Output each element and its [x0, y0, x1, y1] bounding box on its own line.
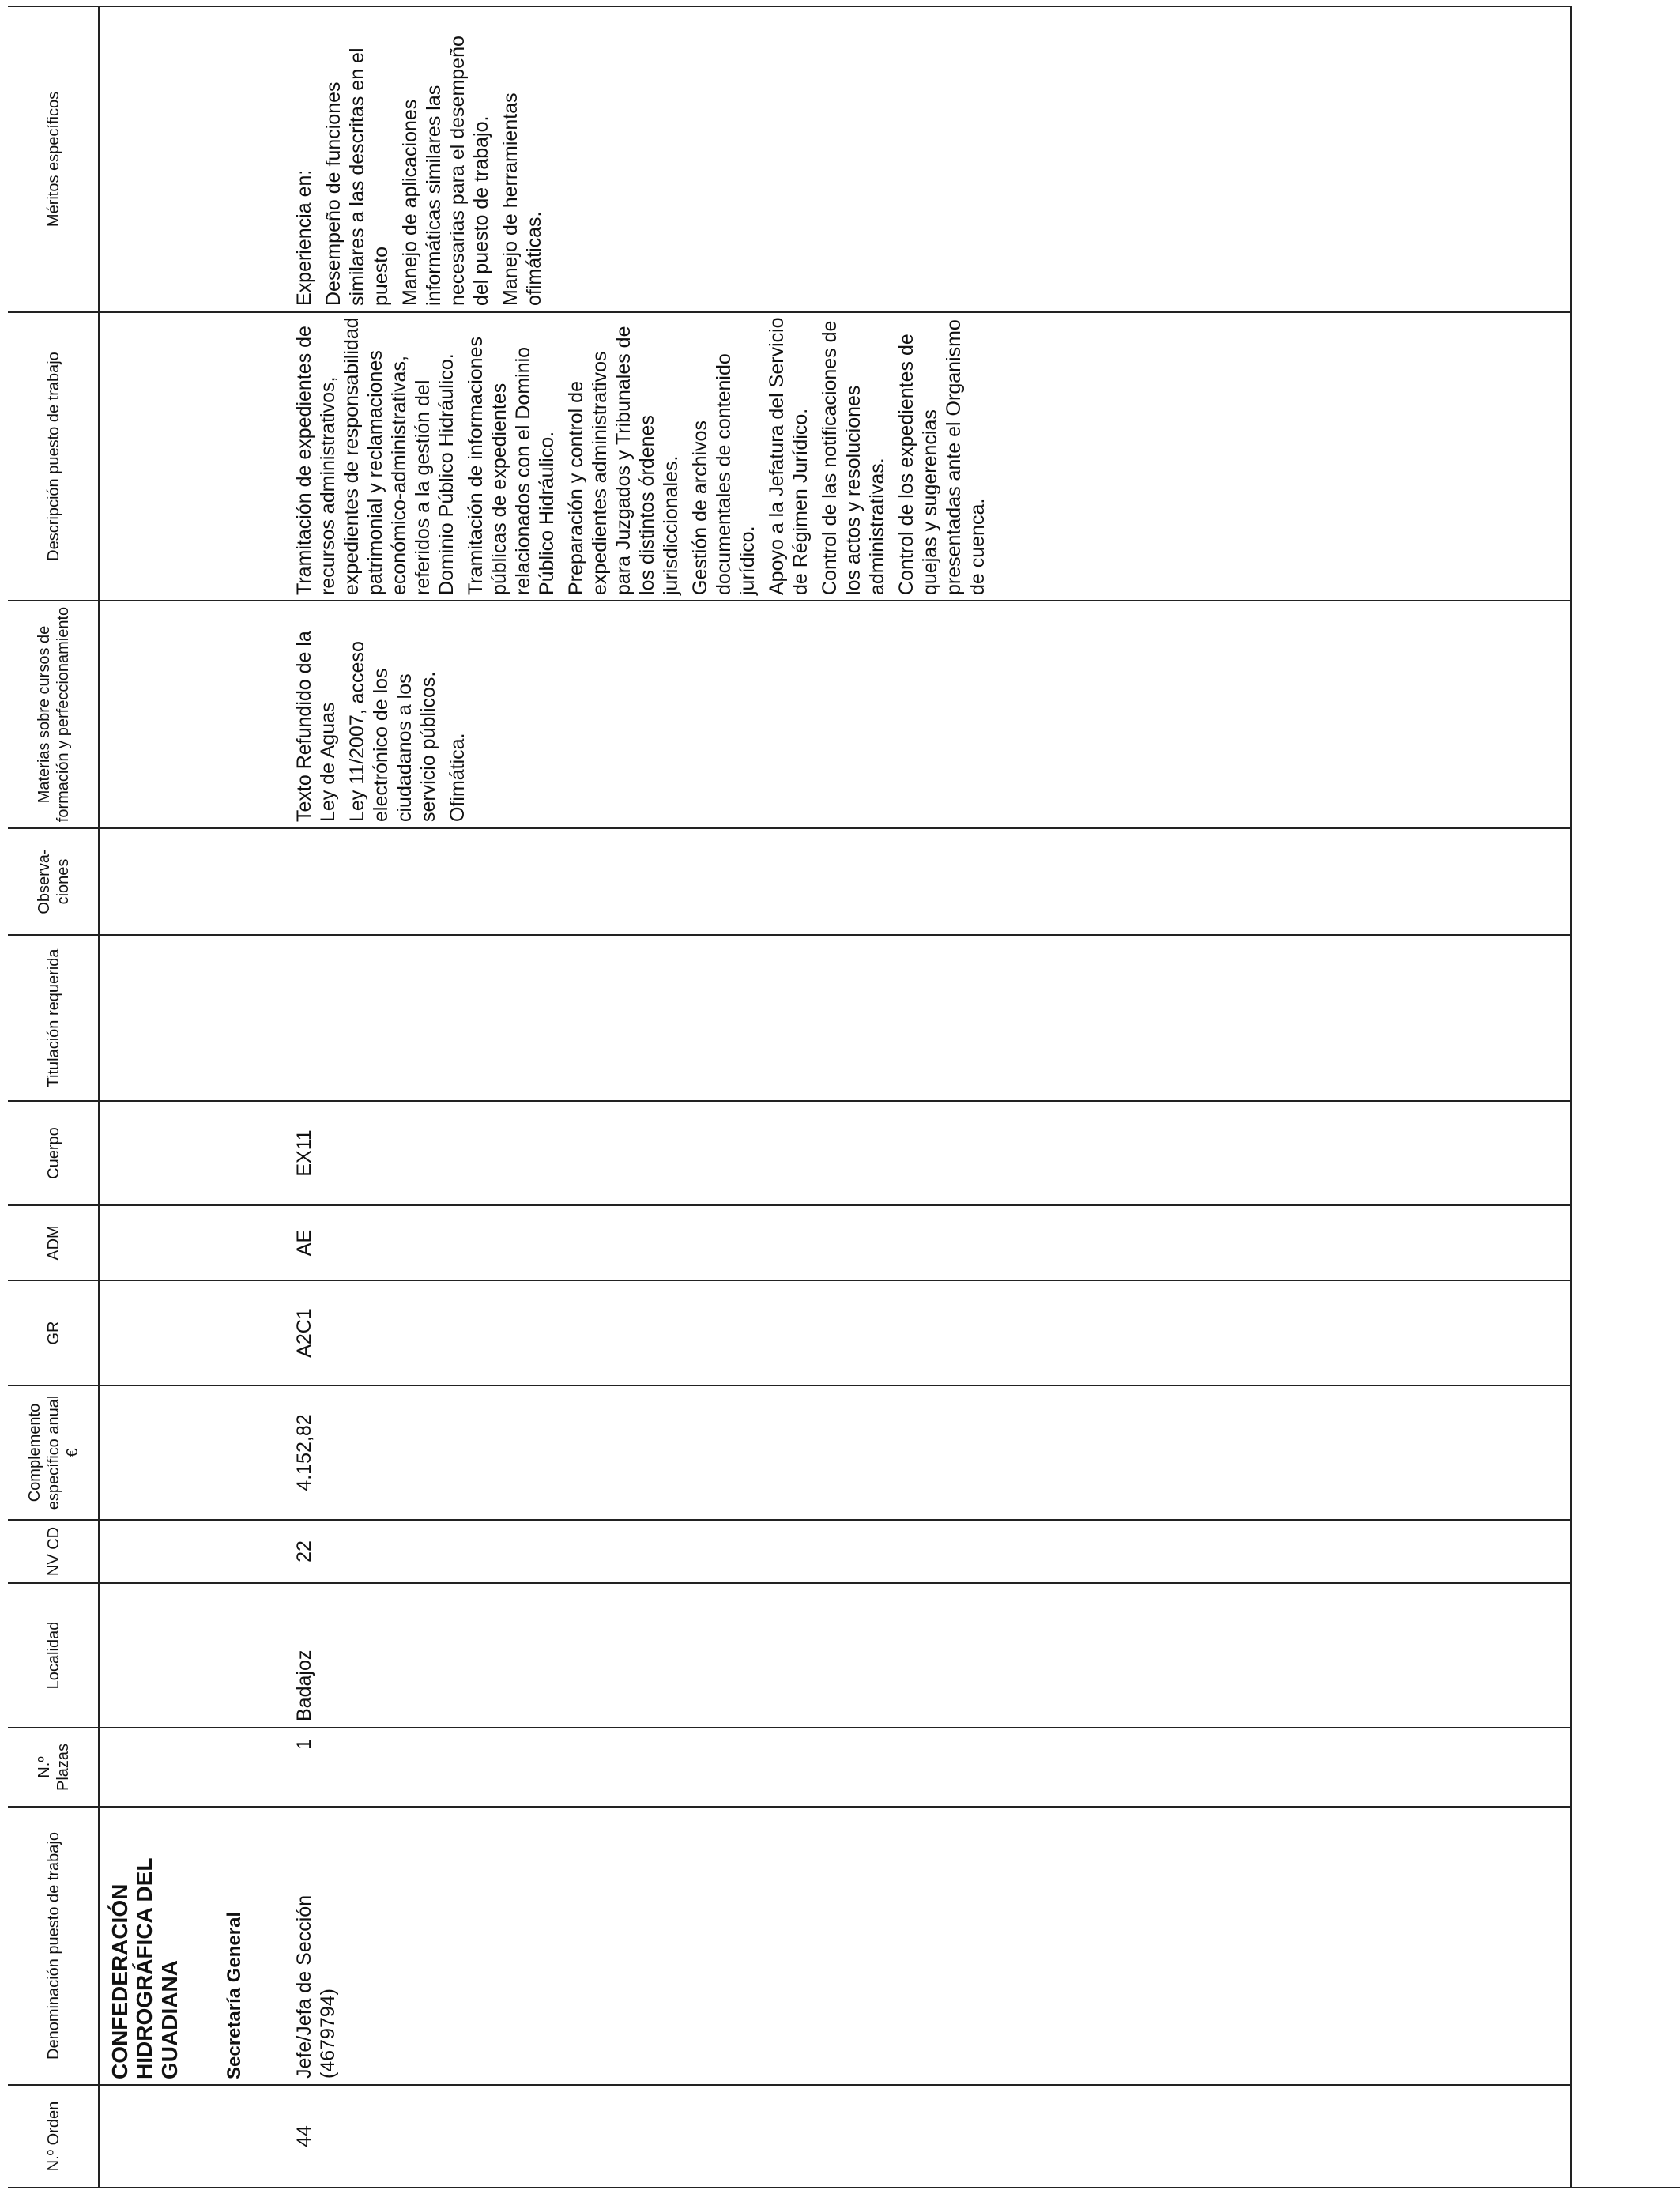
descripcion-item: Gestión de archivos documentales de contenido jurídico.	[689, 353, 759, 595]
cell-materias	[292, 604, 475, 822]
header-plazas: N.º Plazas	[35, 1743, 72, 1792]
meritos-item: Manejo de aplicaciones informáticas similares las necesarias para el desempeño del puesto de trabajo.	[399, 36, 492, 306]
cell-cuerpo: EX11	[293, 1129, 315, 1177]
section-title: Secretaría General	[224, 1911, 245, 2079]
header-observaciones: Observa- ciones	[35, 849, 72, 914]
meritos-item: Desempeño de funciones similares a las descritas en el puesto	[322, 47, 392, 306]
header-orden: N.º Orden	[44, 2101, 62, 2172]
cell-localidad: Badajoz	[293, 1649, 315, 1721]
cell-meritos	[292, 12, 552, 306]
header-denominacion: Denominación puesto de trabajo	[44, 1832, 62, 2060]
header-cuerpo: Cuerpo	[44, 1127, 62, 1179]
cell-descripcion	[292, 317, 995, 595]
descripcion-item: Apoyo a la Jefatura del Servicio de Régimen Jurídico.	[766, 317, 812, 595]
cell-grupo: A2C1	[293, 1308, 315, 1358]
meritos-item: Manejo de herramientas ofimáticas.	[499, 92, 545, 306]
meritos-item: Experiencia en:	[293, 169, 315, 306]
materias-item: Ofimática.	[446, 733, 469, 822]
descripcion-item: Tramitación de expedientes de recursos administrativos, expedientes de responsabilidad patrimonial y reclamaciones económico-administrativas, referidos a la gestión del Dominio Público Hidráulico.	[293, 317, 458, 595]
descripcion-item: Control de las notificaciones de los actos y resoluciones administrativas.	[819, 320, 888, 595]
descripcion-item: Preparación y control de expedientes administrativos para Juzgados y Tribunales de los distintos órdenes jurisdiccionales.	[565, 326, 682, 595]
materias-item: Texto Refundido de la Ley de Aguas	[293, 631, 339, 822]
header-complemento: Complemento específico anual €	[25, 1395, 81, 1510]
materias-item: Ley 11/2007, acceso electrónico de los ciudadanos a los servicio públicos.	[346, 641, 439, 822]
cell-nivel: 22	[293, 1540, 315, 1563]
cell-complemento: 4.152,82	[293, 1414, 315, 1491]
header-grupo: GR	[44, 1321, 62, 1345]
cell-adm: AE	[293, 1229, 315, 1257]
header-meritos: Méritos específicos	[44, 91, 62, 228]
cell-orden: 44	[293, 2125, 315, 2147]
descripcion-item: Control de los expedientes de quejas y sugerencias presentadas ante el Organismo de cuenca.	[895, 319, 989, 595]
cell-plazas: 1	[293, 1739, 315, 1750]
header-nivel: NV CD	[44, 1526, 62, 1577]
header-adm: ADM	[44, 1225, 62, 1261]
descripcion-item: Tramitación de informaciones públicas de expedientes relacionados con el Dominio Público Hidráulico.	[465, 337, 558, 595]
cell-denominacion: Jefe/Jefa de Sección (4679794)	[293, 1894, 339, 2079]
header-materias: Materias sobre cursos de formación y perfeccionamiento	[35, 606, 72, 823]
organism-title: CONFEDERACIÓN HIDROGRÁFICA DEL GUADIANA	[107, 1858, 182, 2079]
header-localidad: Localidad	[44, 1621, 62, 1690]
header-descripcion: Descripción puesto de trabajo	[44, 352, 62, 561]
header-titulacion: Titulación requerida	[44, 948, 62, 1088]
